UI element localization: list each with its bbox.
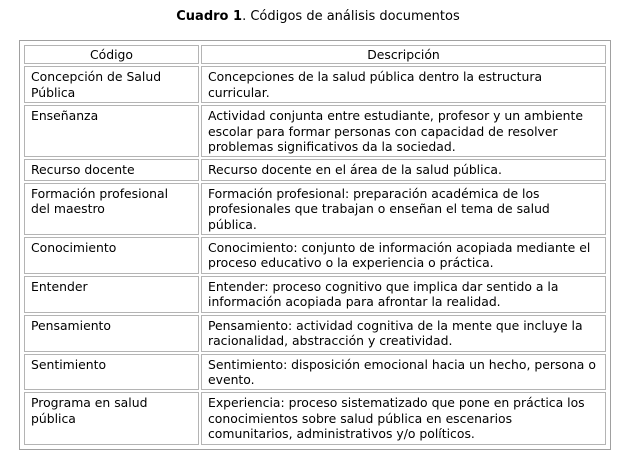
- description-cell: Concepciones de la salud pública dentro la estructura curricular.: [201, 66, 606, 103]
- table-row: [24, 66, 606, 103]
- table-row: [24, 183, 606, 235]
- caption-number: Cuadro 1: [176, 9, 243, 24]
- codes-table: [22, 43, 608, 447]
- code-cell: Programa en salud pública: [24, 392, 199, 444]
- table-row: [24, 392, 606, 444]
- description-cell: Pensamiento: actividad cognitiva de la mente que incluye la racionalidad, abstracción y creatividad.: [201, 315, 606, 352]
- codes-table-frame: [19, 40, 611, 450]
- description-cell: Actividad conjunta entre estudiante, profesor y un ambiente escolar para formar personas con capacidad de resolver problemas significativos da la sociedad.: [201, 105, 606, 157]
- header-descripcion: Descripción: [201, 45, 606, 64]
- code-cell: Sentimiento: [24, 354, 199, 391]
- code-cell: Recurso docente: [24, 159, 199, 180]
- description-cell: Formación profesional: preparación académica de los profesionales que trabajan o enseñan el tema de salud pública.: [201, 183, 606, 235]
- table-caption: [0, 9, 636, 25]
- table-row: [24, 105, 606, 157]
- table-row: [24, 237, 606, 274]
- table-row: [24, 159, 606, 180]
- table-row: [24, 315, 606, 352]
- code-cell: Enseñanza: [24, 105, 199, 157]
- description-cell: Sentimiento: disposición emocional hacia un hecho, persona o evento.: [201, 354, 606, 391]
- code-cell: Pensamiento: [24, 315, 199, 352]
- table-row: [24, 276, 606, 313]
- table-header-row: [24, 45, 606, 64]
- description-cell: Experiencia: proceso sistematizado que pone en práctica los conocimientos sobre salud pública en escenarios comunitarios, administrativos y/o políticos.: [201, 392, 606, 444]
- caption-title: . Códigos de análisis documentos: [242, 9, 460, 24]
- code-cell: Formación profesional del maestro: [24, 183, 199, 235]
- description-cell: Conocimiento: conjunto de información acopiada mediante el proceso educativo o la experiencia o práctica.: [201, 237, 606, 274]
- description-cell: Entender: proceso cognitivo que implica dar sentido a la información acopiada para afrontar la realidad.: [201, 276, 606, 313]
- code-cell: Conocimiento: [24, 237, 199, 274]
- code-cell: Entender: [24, 276, 199, 313]
- table-row: [24, 354, 606, 391]
- description-cell: Recurso docente en el área de la salud pública.: [201, 159, 606, 180]
- code-cell: Concepción de Salud Pública: [24, 66, 199, 103]
- header-codigo: Código: [24, 45, 199, 64]
